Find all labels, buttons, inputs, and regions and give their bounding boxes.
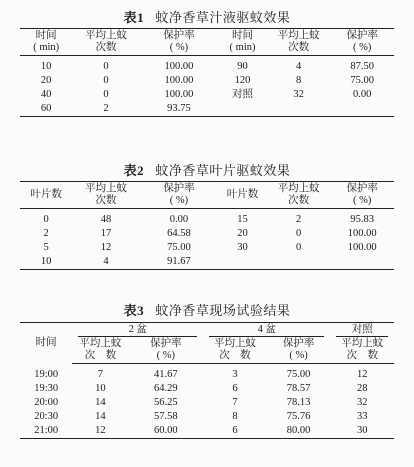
t1-header-bites: 平均上蚊 次数 — [72, 29, 139, 56]
table3-label: 表3 — [123, 303, 145, 318]
table-row — [20, 74, 394, 88]
table3-title: 蚊净香草现场试验结果 — [155, 303, 291, 318]
table-cell — [267, 255, 331, 270]
table-cell: 75.00 — [286, 369, 311, 380]
table-row — [20, 209, 394, 228]
table-cell: 64.29 — [154, 383, 178, 394]
table-cell: 2 — [295, 214, 302, 225]
table-cell: 75.00 — [167, 242, 191, 253]
table-row — [20, 396, 394, 410]
t1-header-bites-2: 平均上蚊 次数 — [267, 29, 331, 56]
table-cell: 6 — [232, 383, 238, 394]
table-cell: 19:00 — [34, 368, 59, 380]
table-cell: 56.25 — [154, 397, 178, 408]
table-cell: 100.00 — [164, 89, 194, 100]
table-cell: 0.00 — [353, 89, 372, 100]
table-cell: 93.75 — [140, 102, 219, 117]
table-cell: 78.13 — [286, 397, 311, 408]
table-cell: 60.00 — [128, 424, 203, 439]
table-cell: 41.67 — [154, 369, 178, 380]
table-cell: 28 — [356, 383, 368, 394]
table-cell — [218, 255, 267, 270]
table-row — [20, 227, 394, 241]
table-cell: 30 — [237, 242, 248, 253]
table-cell: 14 — [95, 397, 106, 408]
table-cell: 20:00 — [34, 397, 59, 408]
table-cell: 7 — [232, 397, 238, 408]
t3-header-rate: 保护率 ( %) — [128, 337, 203, 364]
table-cell: 100.00 — [164, 61, 194, 72]
table-cell: 0 — [43, 214, 49, 225]
t1-header-rate: 保护率 ( %) — [140, 29, 219, 56]
table-cell: 30 — [330, 424, 394, 439]
t2-header-rate-2: 保护率 ( %) — [330, 182, 394, 209]
table-cell: 33 — [356, 411, 368, 422]
t1-header-time-2: 时间 ( min) — [218, 29, 267, 56]
table-cell: 6 — [203, 424, 267, 439]
t3-header-time: 时间 — [20, 323, 72, 364]
t2-header-bites: 平均上蚊 次数 — [72, 182, 139, 209]
table-cell: 17 — [100, 228, 112, 239]
t3-header-rate-2: 保护率 ( %) — [267, 337, 331, 364]
table-cell: 87.50 — [350, 61, 374, 72]
table-cell: 2 — [72, 102, 139, 117]
table-cell: 14 — [95, 411, 106, 422]
table-row — [20, 102, 394, 117]
table2-caption — [0, 160, 414, 179]
table2 — [20, 181, 394, 270]
table-cell: 57.58 — [154, 411, 178, 422]
t2-header-leaves: 叶片数 — [20, 182, 72, 209]
t1-header-rate-2: 保护率 ( %) — [330, 29, 394, 56]
table1-title: 蚊净香草汁液驱蚊效果 — [155, 10, 291, 25]
table1-caption — [0, 7, 414, 26]
table-cell: 20:30 — [34, 411, 59, 422]
table-cell: 100.00 — [347, 228, 377, 239]
table-cell: 12 — [356, 369, 368, 380]
table2-title: 蚊净香草叶片驱蚊效果 — [155, 163, 291, 178]
t1-header-time: 时间 ( min) — [20, 29, 72, 56]
table-cell: 10 — [40, 61, 52, 72]
t3-header-bites: 平均上蚊 次 数 — [72, 337, 128, 364]
table-row — [20, 56, 394, 75]
table-cell: 80.00 — [267, 424, 331, 439]
table-cell: 75.76 — [286, 411, 311, 422]
table-cell: 0 — [103, 75, 109, 86]
table3-caption — [0, 300, 414, 319]
table-cell — [330, 102, 394, 117]
table-row — [20, 241, 394, 255]
table-cell: 10 — [95, 383, 106, 394]
table-cell: 100.00 — [347, 242, 377, 253]
table-cell: 100.00 — [164, 75, 194, 86]
table-cell: 78.57 — [286, 383, 311, 394]
table-row — [20, 410, 394, 424]
table-cell: 0 — [103, 89, 109, 100]
table-cell: 21:00 — [20, 424, 72, 439]
table-row — [20, 424, 394, 439]
table-row — [20, 382, 394, 396]
table-cell: 对照 — [232, 89, 253, 100]
t3-header-bites-3: 平均上蚊 次 数 — [330, 337, 394, 364]
table-row — [20, 364, 394, 383]
table-cell: 48 — [100, 214, 112, 225]
table-cell: 8 — [295, 75, 302, 86]
table-cell: 91.67 — [140, 255, 219, 270]
table-cell: 0 — [103, 61, 109, 72]
table-cell: 32 — [293, 89, 304, 100]
table-cell: 12 — [100, 242, 112, 253]
table-cell: 15 — [237, 214, 248, 225]
table-cell — [218, 102, 267, 117]
table-cell: 0 — [295, 242, 302, 253]
table-cell: 5 — [43, 242, 49, 253]
t3-header-bites-2: 平均上蚊 次 数 — [203, 337, 267, 364]
table-cell: 75.00 — [350, 75, 374, 86]
table-cell — [267, 102, 331, 117]
table-cell: 0.00 — [169, 214, 189, 225]
table-cell: 19:30 — [34, 383, 59, 394]
table-row — [20, 88, 394, 102]
table-cell: 4 — [72, 255, 139, 270]
table-cell: 20 — [237, 228, 248, 239]
table-cell: 95.83 — [350, 214, 374, 225]
t2-header-rate: 保护率 ( %) — [140, 182, 219, 209]
table-cell: 4 — [295, 61, 302, 72]
table-cell: 10 — [20, 255, 72, 270]
table-cell: 12 — [72, 424, 128, 439]
table-cell — [330, 255, 394, 270]
table-cell: 20 — [40, 75, 52, 86]
table-cell: 8 — [232, 411, 238, 422]
table-cell: 3 — [232, 369, 238, 380]
table-cell: 2 — [43, 228, 49, 239]
table-cell: 120 — [234, 75, 251, 86]
table-cell: 32 — [356, 397, 368, 408]
t3-header-group-4pots: 4 盆 — [203, 323, 330, 338]
table3 — [20, 322, 394, 439]
table2-label: 表2 — [123, 163, 145, 178]
table-cell: 40 — [40, 89, 52, 100]
t3-header-group-control: 对照 — [330, 323, 394, 338]
table-cell: 7 — [97, 369, 104, 380]
t3-header-group-2pots: 2 盆 — [72, 323, 203, 338]
table1-label: 表1 — [123, 10, 145, 25]
table1 — [20, 28, 394, 117]
table-cell: 60 — [20, 102, 72, 117]
table-row — [20, 255, 394, 270]
t2-header-leaves-2: 叶片数 — [218, 182, 267, 209]
table-cell: 0 — [295, 228, 302, 239]
table-cell: 90 — [237, 61, 248, 72]
table-cell: 64.58 — [167, 228, 191, 239]
t2-header-bites-2: 平均上蚊 次数 — [267, 182, 331, 209]
